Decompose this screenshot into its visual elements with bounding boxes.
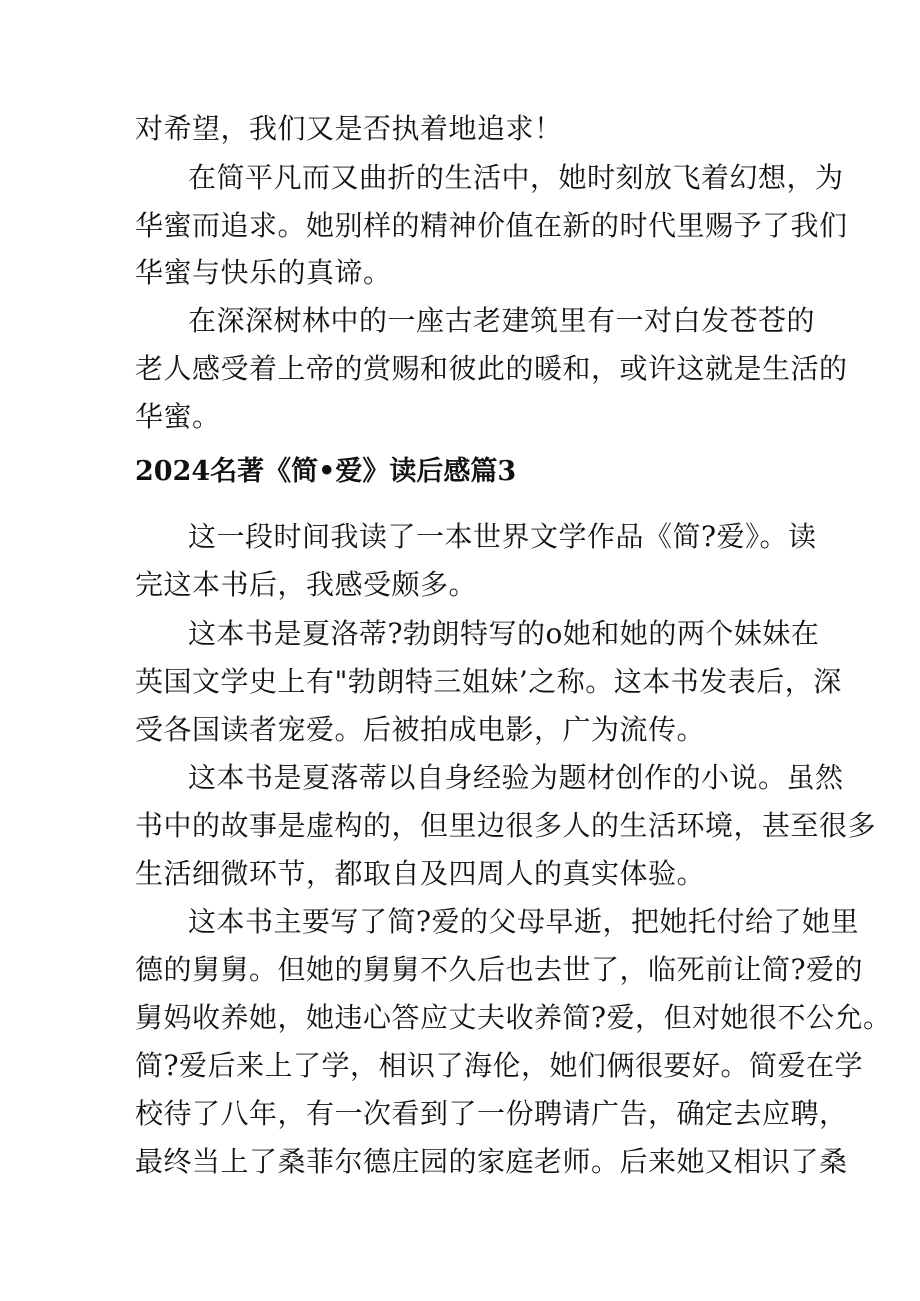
text-line: 华蜜而追求。她别样的精神价值在新的时代里赐予了我们 [135,209,848,242]
text-line: 德的舅舅。但她的舅舅不久后也去世了，临死前让简?爱的 [135,953,864,986]
text-line: 最终当上了桑菲尔德庄园的家庭老师。后来她又相识了桑 [135,1145,848,1178]
text-line: 简?爱后来上了学，相识了海伦，她们俩很要好。简爱在学 [135,1049,864,1082]
text-line: 舅妈收养她，她违心答应丈夫收养简?爱，但对她很不公允。 [135,1001,892,1034]
text-line: 华蜜与快乐的真谛。 [135,256,392,289]
text-line: 校待了八年，有一次看到了一份聘请广告，确定去应聘， [135,1097,848,1130]
text-line: 受各国读者宠爱。后被拍成电影，广为流传。 [135,713,706,746]
text-line: 对希望，我们又是否执着地追求！ [135,112,563,145]
text-line: 这本书是夏洛蒂?勃朗特写的o她和她的两个妹妹在 [188,617,820,650]
section-heading: 2024名著《简•爱》读后感篇3 [135,456,517,487]
text-line: 这本书主要写了简?爱的父母早逝，把她托付给了她里 [188,905,860,938]
text-line: 生活细微环节，都取自及四周人的真实体验。 [135,857,706,890]
text-line: 这一段时间我读了一本世界文学作品《简?爱》。读 [188,520,817,553]
text-line: 华蜜。 [135,400,221,433]
text-line: 这本书是夏落蒂以自身经验为题材创作的小说。虽然 [188,761,844,794]
text-line: 在简平凡而又曲折的生活中，她时刻放飞着幻想，为 [188,161,844,194]
text-line: 书中的故事是虚构的，但里边很多人的生活环境，甚至很多 [135,809,877,842]
text-line: 在深深树林中的一座古老建筑里有一对白发苍苍的 [188,304,816,337]
text-line: 完这本书后，我感受颇多。 [135,568,478,601]
text-line: 老人感受着上帝的赏赐和彼此的暖和，或许这就是生活的 [135,352,848,385]
text-line: 英国文学史上有"勃朗特三姐妹’之称。这本书发表后，深 [135,665,842,698]
